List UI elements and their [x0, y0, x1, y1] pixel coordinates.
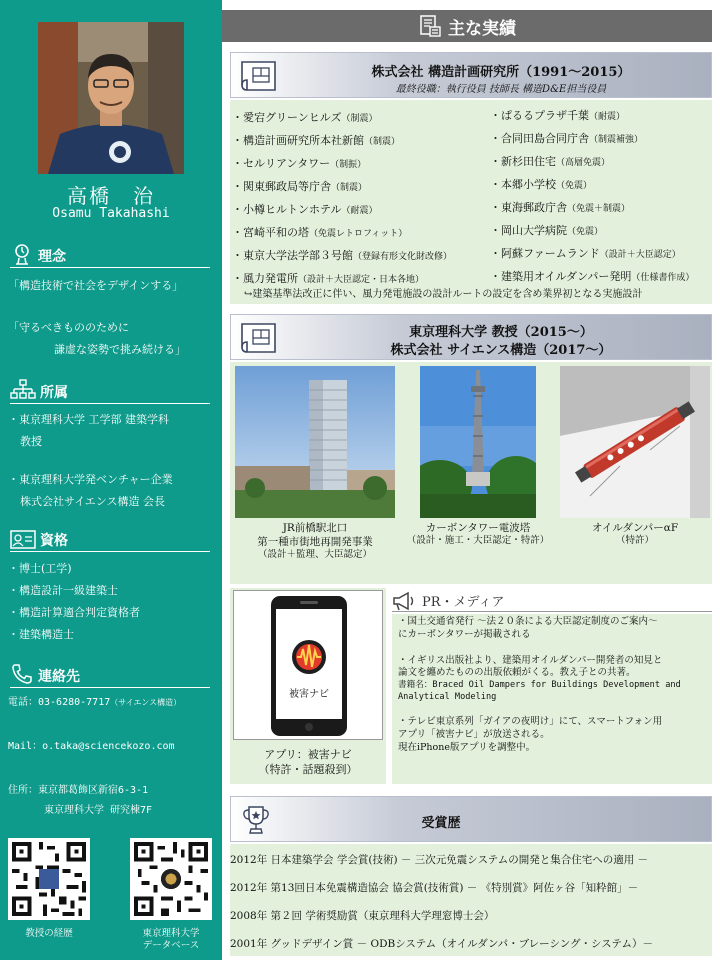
qr-code-database[interactable]	[130, 838, 212, 920]
project-3-note: （特許）	[615, 535, 654, 547]
media-item-1-line-2: にカーボンタワーが掲載される	[398, 628, 531, 640]
media-item-3-line-3: 現在iPhone版アプリを調整中。	[398, 742, 536, 754]
project-name: ・東京大学法学部３号館	[232, 249, 353, 262]
oil-damper-photo	[560, 366, 710, 518]
blueprint-icon	[239, 321, 279, 355]
project-name: ・ぱるるプラザ千葉	[490, 109, 589, 122]
trophy-icon	[239, 803, 273, 837]
project-name: ・宮崎平和の塔	[232, 226, 309, 239]
affiliation-heading: 所属	[40, 385, 68, 401]
contact-address-1: 住所：東京都葛飾区新宿6-3-1	[8, 785, 149, 796]
company2-title-1: 東京理科大学 教授（2015～）	[409, 325, 593, 340]
company1-note: ↪建築基準法改正に伴い、風力発電施設の設計ルートの設定を含め業界初となる実施設計	[244, 289, 643, 300]
media-item-2-line-2: 論文を纏めたものの出版依頼がくる。教え子との共著。	[398, 667, 636, 679]
project-list-item	[232, 153, 482, 176]
affiliation-item-1: ・東京理科大学 工学部 建築学科	[8, 413, 169, 426]
qualification-item: ・博士(工学)	[8, 562, 72, 575]
philosophy-line-1: 「構造技術で社会をデザインする」	[8, 279, 184, 292]
project-type: （耐震）	[341, 206, 378, 216]
project-list-item	[232, 245, 482, 268]
project-list-item	[490, 174, 712, 197]
qr-database-caption-line-2: データベース	[142, 939, 200, 951]
project-type: （設計＋大臣認定）	[599, 250, 681, 260]
project-name: ・風力発電所	[232, 272, 298, 285]
company1-list-left	[232, 107, 482, 291]
carbon-tower-photo	[420, 366, 536, 518]
project-caption-3	[560, 521, 710, 548]
app-caption-title: アプリ：被害ナビ	[264, 748, 352, 761]
project-name: ・セルリアンタワー	[232, 157, 331, 170]
company1-header	[230, 52, 712, 98]
project-list-item	[232, 176, 482, 199]
project-type: （登録有形文化財改修）	[353, 252, 453, 262]
project-type: （設計＋大臣認定・日本各地）	[298, 275, 425, 285]
media-item-3-line-2: アプリ「被害ナビ」が放送される。	[398, 729, 550, 741]
project-type: （制震）	[341, 114, 378, 124]
qualifications-header	[10, 524, 210, 552]
philosophy-icon	[10, 242, 34, 266]
project-type: （免震レトロフィット）	[309, 229, 408, 239]
project-name: ・構造計画研究所本社新館	[232, 134, 364, 147]
project-type: （仕様書作成）	[631, 273, 695, 283]
project-name: ・小樽ヒルトンホテル	[232, 203, 342, 216]
project-name: ・岡山大学病院	[490, 224, 567, 237]
phone-note: （サイエンス構造）	[110, 698, 182, 707]
app-screen-label: 被害ナビ	[289, 689, 329, 700]
project-caption-2	[400, 521, 556, 548]
project-type: （制震）	[331, 183, 368, 193]
media-heading: PR・メディア	[422, 595, 505, 610]
app-caption-note: （特許・話題殺到）	[258, 762, 358, 776]
project-list-item	[490, 197, 712, 220]
project-caption-1	[226, 521, 404, 562]
qualifications-list	[8, 558, 140, 646]
project-name: ・建築用オイルダンパー発明	[490, 270, 632, 283]
project-type: （制震補強）	[589, 135, 644, 145]
project-list-item	[232, 107, 482, 130]
philosophy-header	[10, 240, 210, 268]
affiliation-item-2: ・東京理科大学発ベンチャー企業	[8, 473, 173, 486]
awards-header	[230, 796, 712, 842]
project-type: （高層免震）	[556, 158, 611, 168]
award-item: 2001年 グッドデザイン賞 － ODBシステム（オイルダンパ・ブレーシング・システム）－	[230, 938, 653, 950]
name-english: Osamu Takahashi	[52, 206, 170, 221]
contact-phone	[8, 694, 181, 712]
organization-icon	[10, 378, 36, 402]
project-type: （制震）	[364, 137, 401, 147]
project-type: （免震）	[567, 227, 604, 237]
project-name: ・阿蘇ファームランド	[490, 247, 600, 260]
project-type: （制振）	[330, 160, 367, 170]
project-list-item	[490, 243, 712, 266]
project-list-item	[490, 128, 712, 151]
app-image-frame	[233, 590, 383, 740]
philosophy-line-2: 「守るべきもののために	[8, 321, 129, 334]
blueprint-icon	[239, 59, 279, 93]
company1-title: 株式会社 構造計画研究所（1991～2015）	[371, 65, 631, 80]
project-list-item	[232, 199, 482, 222]
name-japanese: 高橋 治	[67, 184, 155, 208]
project-1-note: （設計＋監理、大臣認定）	[257, 549, 372, 561]
media-item-3-line-1: ・テレビ東京系列「ガイアの夜明け」にて、スマートフォン用	[398, 716, 663, 728]
affiliation-item-1-role: 教授	[20, 435, 42, 448]
sidebar	[0, 0, 222, 960]
affiliation-item-2-role: 株式会社サイエンス構造 会長	[20, 495, 165, 508]
media-item-1-line-1: ・国土交通省発行 ～法２０条による大臣認定制度のご案内～	[398, 616, 658, 627]
media-items	[398, 616, 710, 755]
company2-header	[230, 314, 712, 360]
company2-title-2: 株式会社 サイエンス構造（2017～）	[390, 343, 612, 358]
qualification-item: ・構造計算適合判定資格者	[8, 606, 140, 619]
qr-database-caption-line-1: 東京理科大学	[142, 928, 200, 939]
project-name: ・本郷小学校	[490, 178, 556, 191]
qr-database-caption	[122, 928, 220, 952]
project-name: ・愛宕グリーンヒルズ	[232, 111, 342, 124]
project-3-title: オイルダンパーαF	[591, 522, 679, 534]
philosophy-line-3: 謙虚な姿勢で挑み続ける」	[54, 343, 186, 356]
project-list-item	[490, 220, 712, 243]
project-name: ・合同田島合同庁舎	[490, 132, 589, 145]
award-item: 2012年 日本建築学会 学会賞(技術) － 三次元免震システムの開発と集合住宅への適用 －	[230, 854, 649, 866]
qualification-item: ・建築構造士	[8, 628, 74, 641]
id-card-icon	[10, 528, 36, 550]
phone-icon	[10, 662, 34, 686]
project-type: （免震）	[556, 181, 593, 191]
achievements-title: 主な実績	[448, 18, 516, 39]
document-list-icon	[418, 14, 442, 38]
qualification-item: ・構造設計一級建築士	[8, 584, 118, 597]
contact-header	[10, 660, 210, 688]
project-1-title: JR前橋駅北口	[282, 522, 348, 534]
media-header	[392, 590, 712, 612]
contact-address-2: 東京理科大学 研究棟7F	[44, 805, 153, 816]
project-name: ・関東郵政局等庁舎	[232, 180, 331, 193]
award-item: 2008年 第２回 学術奨励賞（東京理科大学理窓博士会）	[230, 910, 495, 922]
project-2-title: カーボンタワー電波塔	[425, 522, 531, 534]
project-type: （耐震）	[589, 112, 626, 122]
achievements-banner	[222, 10, 712, 42]
contact-heading: 連絡先	[38, 669, 80, 685]
qualifications-heading: 資格	[40, 533, 68, 549]
profile-photo	[38, 22, 184, 174]
media-book-title: 書籍名：Braced Oil Dampers for Buildings Development and	[398, 680, 681, 691]
megaphone-icon	[392, 591, 416, 611]
project-name: ・東海郵政庁舎	[490, 201, 567, 214]
project-list-item	[232, 130, 482, 153]
project-list-item	[490, 105, 712, 128]
company1-subtitle: 最終役職：執行役員 技師長 構造D&E担当役員	[395, 84, 607, 95]
affiliation-header	[10, 376, 210, 404]
project-name: ・新杉田住宅	[490, 155, 556, 168]
company1-list-right	[490, 105, 712, 289]
award-item: 2012年 第13回日本免震構造協会 協会賞(技術賞) － 《特別賞》阿佐ヶ谷「知粋館」－	[230, 882, 639, 894]
project-list-item	[490, 151, 712, 174]
jr-maebashi-photo	[235, 366, 395, 518]
qr-career-caption: 教授の経歴	[25, 928, 73, 939]
qr-code-career[interactable]	[8, 838, 90, 920]
project-1-subtitle: 第一種市街地再開発事業	[257, 536, 373, 549]
media-book-title-cont: Analytical Modeling	[398, 691, 497, 702]
project-type: （免震＋制震）	[567, 204, 631, 214]
smartphone-icon	[270, 595, 348, 737]
phone-number: 電話：03-6280-7717	[8, 697, 111, 708]
awards-heading: 受賞歴	[421, 816, 461, 831]
project-list-item	[232, 222, 482, 245]
media-item-2-line-1: ・イギリス出版社より、建築用オイルダンパー開発者の知見と	[398, 654, 663, 666]
philosophy-heading: 理念	[38, 249, 66, 265]
app-caption	[230, 748, 386, 778]
project-2-note: （設計・施工・大臣認定・特許）	[406, 535, 550, 547]
contact-mail[interactable]: Mail：o.taka@sciencekozo.com	[8, 741, 175, 752]
